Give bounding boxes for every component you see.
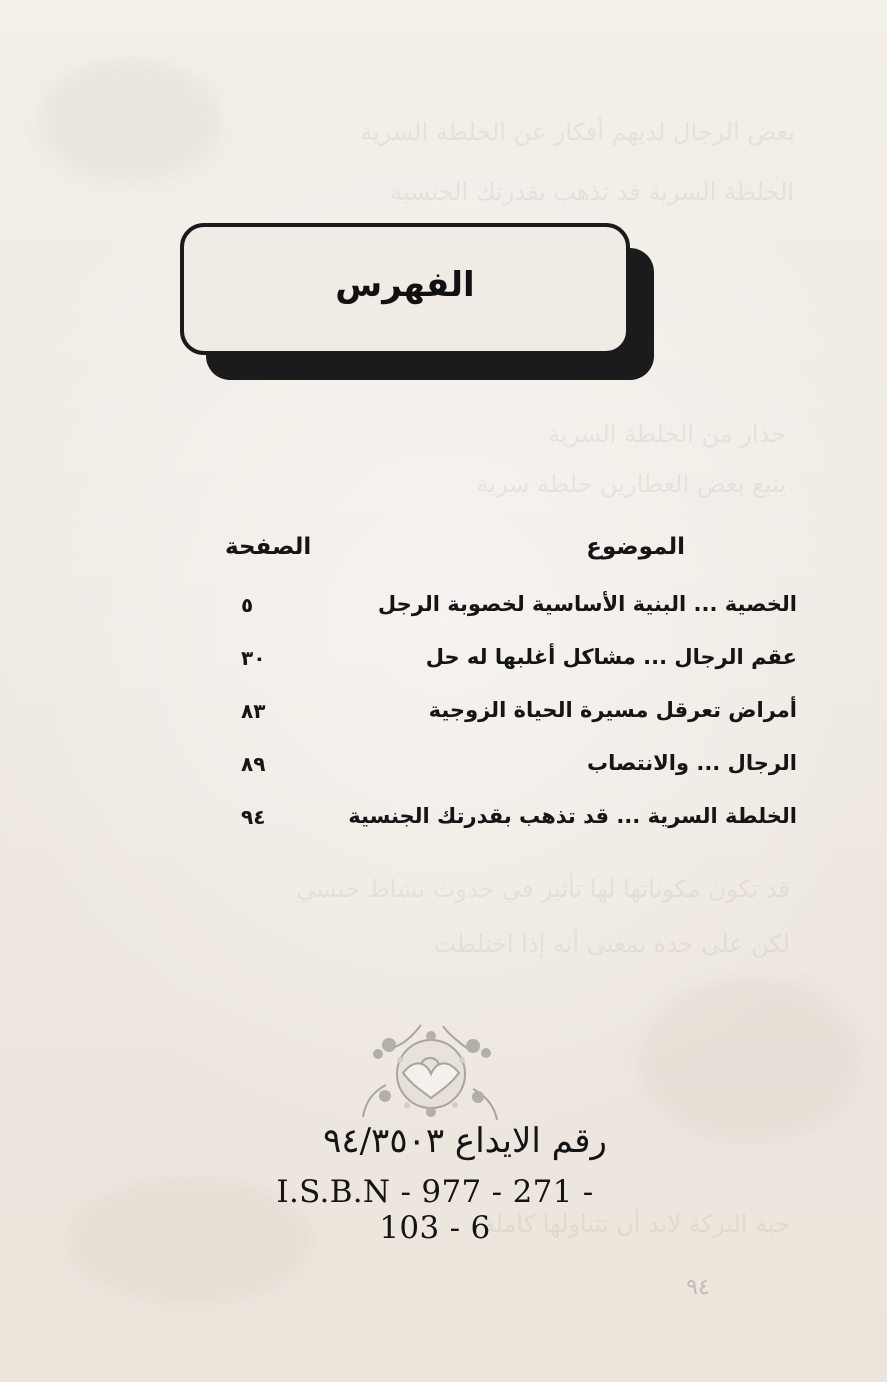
toc-entry-title: أمراض تعرقل مسيرة الحياة الزوجية — [428, 698, 797, 722]
topic-header: الموضوع — [586, 534, 685, 560]
decorative-ornament-icon — [351, 1018, 511, 1130]
page-title: الفهرس — [335, 265, 475, 305]
toc-row — [227, 592, 797, 645]
toc-entry-page: ٨٩ — [241, 752, 266, 776]
bleed-through-text: لكن على حدة بمعنى أنه إذا اختلطت — [433, 930, 790, 958]
toc-entry-title: عقم الرجال ... مشاكل أغلبها له حل — [425, 645, 797, 669]
toc-entry-title: الرجال ... والانتصاب — [587, 751, 797, 775]
toc-column-headers — [225, 534, 685, 574]
isbn-number: I.S.B.N - 977 - 271 - 103 - 6 — [276, 1174, 594, 1246]
toc-entry-page: ٣٠ — [241, 646, 266, 670]
toc-row — [227, 804, 797, 857]
toc-entry-page: ٥ — [241, 593, 254, 617]
table-of-contents — [227, 592, 797, 857]
toc-entry-title: الخصية ... البنية الأساسية لخصوبة الرجل — [377, 592, 797, 616]
toc-entry-page: ٩٤ — [241, 805, 266, 829]
toc-row — [227, 645, 797, 698]
legal-deposit-number: رقم الايداع ٩٤/٣٥٠٣ — [323, 1121, 607, 1161]
toc-row — [227, 698, 797, 751]
title-box — [180, 223, 630, 355]
bleed-through-text: بعض الرجال لديهم أفكار عن الخلطة السرية — [360, 118, 795, 146]
toc-row — [227, 751, 797, 804]
toc-entry-page: ٨٣ — [241, 699, 266, 723]
bleed-through-text: حذار من الخلطة السرية — [548, 420, 786, 448]
paper-stain — [640, 980, 860, 1140]
bleed-through-text: قد تكون مكوناتها لها تأثير في حدوث نشاط جنسي — [296, 875, 790, 903]
paper-stain — [40, 60, 220, 180]
toc-entry-title: الخلطة السرية ... قد تذهب بقدرتك الجنسية — [348, 804, 797, 828]
bleed-through-text: يتبع بعض العطارين خلطة سرية — [476, 470, 786, 498]
bleed-through-text: حبة البركة لابد أن تتناولها كاملة — [482, 1210, 790, 1238]
page-folio: ٩٤ — [686, 1275, 710, 1300]
page-number-header: الصفحة — [225, 534, 312, 560]
bleed-through-text: الخلطة السرية قد تذهب بقدرتك الجنسية — [389, 178, 794, 206]
